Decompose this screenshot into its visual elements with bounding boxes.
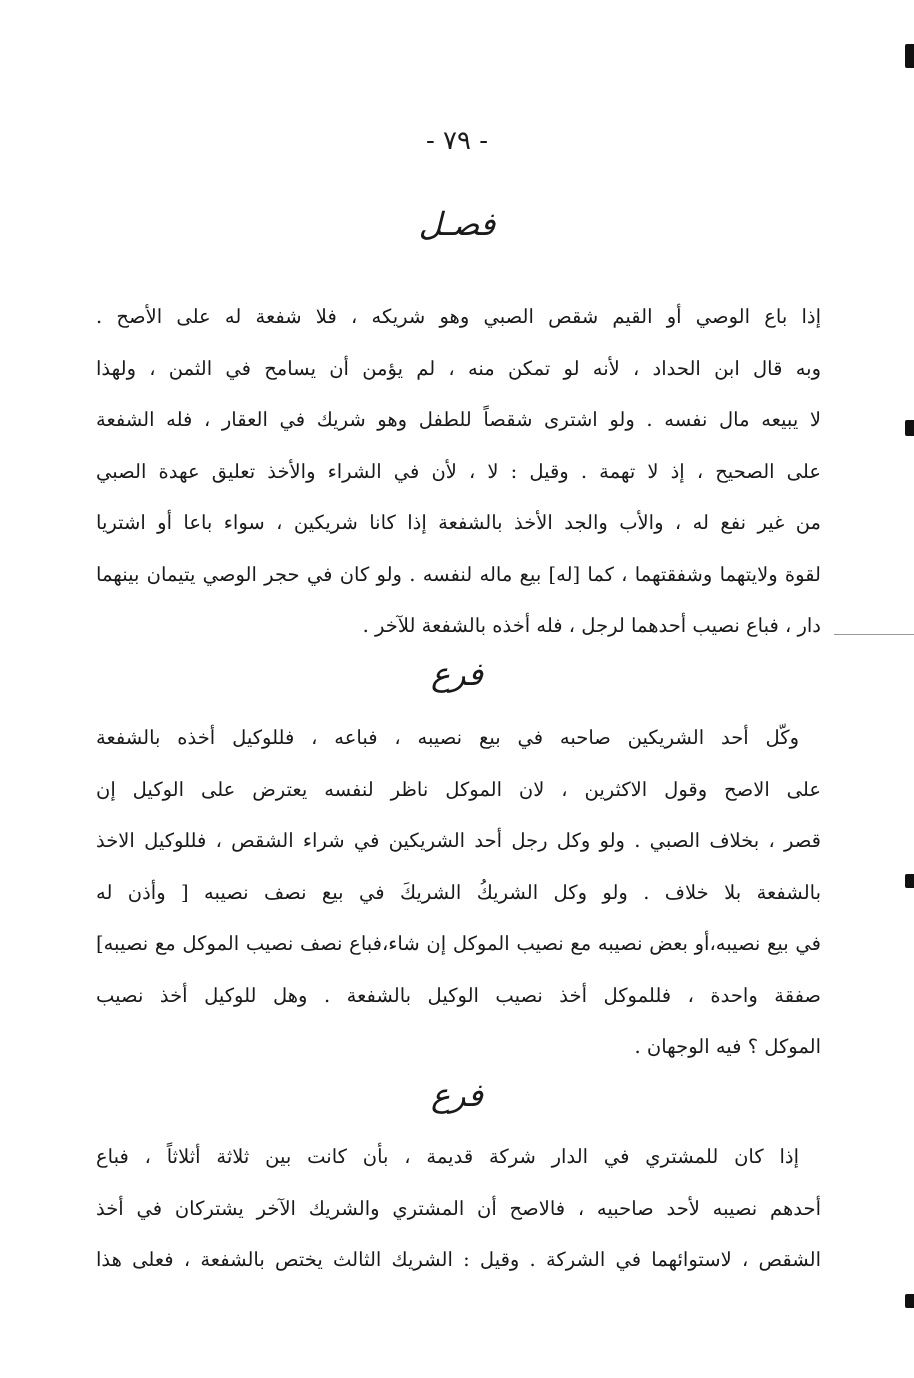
text-line: بالشفعة بلا خلاف . ولو وكل الشريكُ الشريكَ في بيع نصف نصيبه [ وأذن له (96, 880, 821, 904)
page-number: - ٧٩ - (425, 126, 489, 156)
text-line: على الاصح وقول الاكثرين ، لان الموكل ناظر لنفسه يعترض على الوكيل إن (96, 777, 821, 801)
text-line: وبه قال ابن الحداد ، لأنه لو تمكن منه ، لم يؤمن أن يسامح في الثمن ، ولهذا (96, 356, 821, 380)
section-body-2 (96, 712, 821, 1073)
text-line: إذا كان للمشتري في الدار شركة قديمة ، بأن كانت بين ثلاثة أثلاثاً ، فباع (96, 1145, 799, 1168)
scan-edge-mark (905, 420, 914, 436)
scan-edge-mark (905, 44, 914, 68)
text-line: الشقص ، لاستوائهما في الشركة . وقيل : الشريك الثالث يختص بالشفعة ، فعلى هذا (96, 1248, 821, 1271)
text-line: دار ، فباع نصيب أحدهما لرجل ، فله أخذه بالشفعة للآخر . (362, 614, 821, 637)
text-line: لا يبيعه مال نفسه . ولو اشترى شقصاً للطفل وهو شريك في العقار ، فله الشفعة (96, 408, 821, 431)
scan-edge-mark (905, 874, 914, 888)
scan-edge-mark (905, 1294, 914, 1308)
section-body-1 (96, 291, 821, 652)
scan-edge-line (834, 634, 914, 635)
text-line: وكّل أحد الشريكين صاحبه في بيع نصيبه ، فباعه ، فللوكيل أخذه بالشفعة (96, 726, 799, 749)
text-line: قصر ، بخلاف الصبي . ولو وكل رجل أحد الشريكين في شراء الشقص ، فللوكيل الاخذ (96, 829, 821, 852)
text-line: على الصحيح ، إذ لا تهمة . وقيل : لا ، لأن في الشراء والأخذ تعليق عهدة الصبي (96, 459, 821, 483)
section-body-3 (96, 1131, 821, 1286)
text-line: إذا باع الوصي أو القيم شقص الصبي وهو شريكه ، فلا شفعة له على الأصح . (96, 305, 821, 328)
text-line: صفقة واحدة ، فللموكل أخذ نصيب الوكيل بالشفعة . وهل للوكيل أخذ نصيب (96, 983, 821, 1007)
text-line: أحدهم نصيبه لأحد صاحبيه ، فالاصح أن المشتري والشريك الآخر يشتركان في أخذ (96, 1196, 821, 1220)
section-heading-3: فرع (430, 1076, 484, 1114)
text-line: من غير نفع له ، والأب والجد الأخذ بالشفعة إذا كانا شريكين ، سواء باعا أو اشتريا (96, 511, 821, 534)
section-heading-1: فصـل (418, 205, 496, 243)
text-line: في بيع نصيبه،أو بعض نصيبه مع نصيب الموكل إن شاء،فباع نصف نصيب الموكل مع نصيبه] (96, 932, 821, 955)
text-line: لقوة ولايتهما وشفقتهما ، كما [له] بيع ماله لنفسه . ولو كان في حجر الوصي يتيمان بينهما (96, 562, 821, 586)
section-heading-2: فرع (430, 655, 484, 693)
text-line: الموكل ؟ فيه الوجهان . (634, 1035, 821, 1058)
